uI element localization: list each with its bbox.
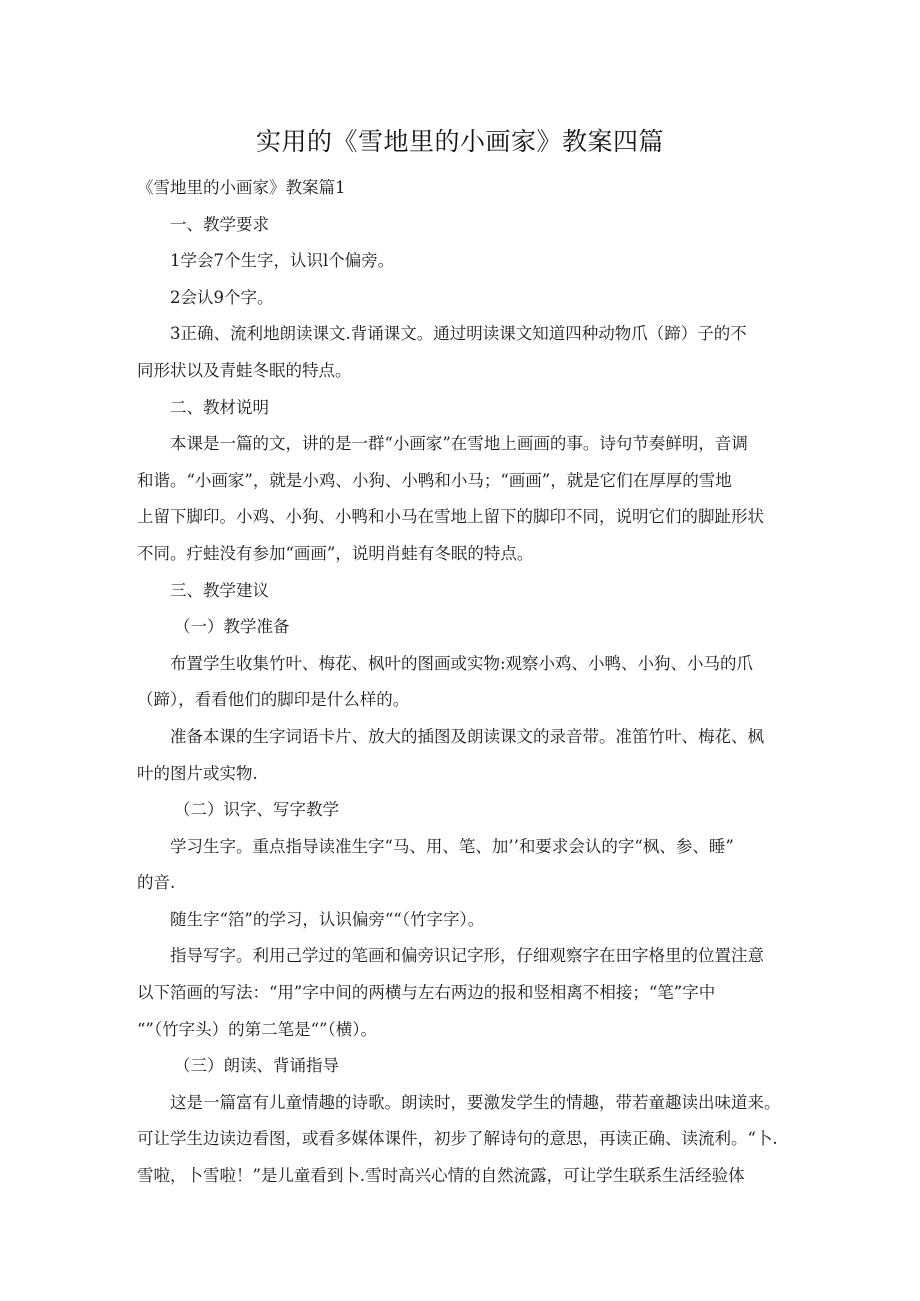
text-line: 二、教材说明 — [170, 397, 269, 417]
text-line: 上留下脚印。小鸡、小狗、小鸭和小马在雪地上留下的脚印不同，说明它们的脚趾形状 — [137, 507, 764, 527]
text-line: （蹄），看看他们的脚印是什么样的。 — [137, 690, 410, 710]
text-line: 同形状以及青蛙冬眠的特点。 — [137, 360, 352, 380]
text-line: （三）朗读、背诵指导 — [174, 1056, 339, 1076]
text-line: 学习生字。重点指导读准生字“马、用、笔、加’’和要求会认的字“枫、参、睡” — [170, 836, 734, 856]
text-line: 三、教学建议 — [170, 580, 269, 600]
text-line: 不同。疔蛙没有参加“画画”，说明肖蛙有冬眠的特点。 — [137, 543, 534, 563]
text-line: （一）教学准备 — [174, 617, 290, 637]
document-body — [137, 170, 785, 1195]
text-line: 可让学生边读边看图，或看多媒体课件，初步了解诗句的意思，再读正确、读流利。“卜. — [137, 1129, 778, 1149]
text-line: 一、教学要求 — [170, 214, 269, 234]
text-line: “”（竹字头）的第二笔是“”（横）。 — [137, 1019, 377, 1039]
text-line: 雪啦，卜雪啦！”是儿童看到卜.雪时高兴心情的自然流露，可让学生联系生活经验体 — [137, 1166, 745, 1186]
text-line: 1学会7个生字，认识l个偏旁。 — [170, 251, 395, 271]
text-line: 叶的图片或实物. — [137, 763, 258, 783]
text-line: 3正确、流利地朗读课文.背诵课文。通过明读课文知道四种动物爪（蹄）子的不 — [170, 324, 747, 344]
text-line: 随生字“箔”的学习，认识偏旁““（竹字字）。 — [170, 909, 485, 929]
text-line: （二）识字、写字教学 — [174, 800, 339, 820]
text-line: 的音. — [137, 873, 176, 893]
text-line: 这是一篇富有儿童情趣的诗歌。朗读时，要激发学生的情趣，带若童趣读出味道来。 — [170, 1092, 781, 1112]
text-line: 布置学生收集竹叶、梅花、枫叶的图画或实物:观察小鸡、小鸭、小狗、小马的爪 — [170, 653, 754, 673]
text-line: 2会认9个字。 — [170, 287, 274, 307]
text-line: 《雪地里的小画家》教案篇1 — [137, 178, 346, 197]
text-line: 和谐。“小画家”，就是小鸡、小狗、小鸭和小马；“画画”，就是它们在厚厚的雪地 — [137, 470, 732, 490]
text-line: 指导写字。利用己学过的笔画和偏旁识记字形，仔细观察字在田字格里的位置注意 — [170, 946, 764, 966]
document-title: 实用的《雪地里的小画家》教案四篇 — [255, 127, 664, 156]
text-line: 准备本课的生字词语卡片、放大的插图及朗读课文的录音带。准笛竹叶、梅花、枫 — [170, 726, 764, 746]
text-line: 以下箔画的写法：“用”字中间的两横与左右两边的报和竖相离不相接；“笔”字中 — [137, 983, 716, 1003]
text-line: 本课是一篇的文，讲的是一群“小画家”在雪地上画画的事。诗句节奏鲜明，音调 — [170, 434, 748, 454]
